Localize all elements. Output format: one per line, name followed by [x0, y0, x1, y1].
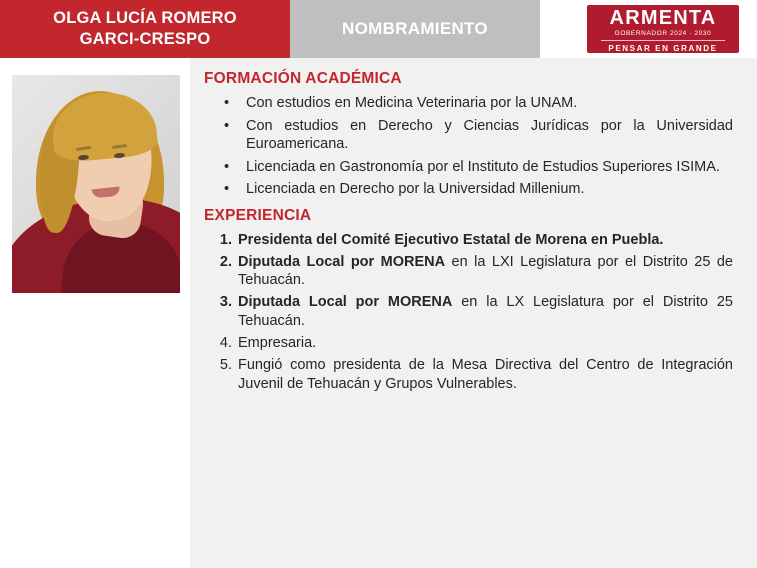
list-item [204, 180, 739, 199]
logo-slogan-text: PENSAR EN GRANDE [608, 43, 718, 53]
experience-section-title: EXPERIENCIA [204, 206, 312, 224]
person-name-block [0, 0, 290, 58]
list-item [204, 293, 739, 331]
list-item [204, 253, 739, 291]
list-item [204, 231, 739, 250]
experience-item-text: Fungió como presidenta de la Mesa Directiva del Centro de Integración Juvenil de Tehuacán y Grupos Vulnerables. [238, 356, 733, 392]
education-item-text: Con estudios en Derecho y Ciencias Jurídicas por la Universidad Euroamericana. [246, 117, 733, 153]
content-panel [190, 58, 757, 568]
logo-area [540, 0, 757, 58]
education-item-text: Licenciada en Derecho por la Universidad Millenium. [246, 181, 585, 198]
experience-item-text: en la LX Legislatura por el Distrito 25 Tehuacán. [238, 294, 733, 330]
education-item-text: Con estudios en Medicina Veterinaria por la UNAM. [246, 95, 578, 111]
experience-item-bold-text: Presidenta del Comité Ejecutivo Estatal de Morena en Puebla. [238, 231, 664, 248]
education-item-text: Licenciada en Gastronomía por el Instituto de Estudios Superiores ISIMA. [246, 158, 720, 175]
appointment-badge-label: NOMBRAMIENTO [342, 19, 488, 38]
photo-column [0, 58, 190, 568]
experience-item-number: 3. [219, 294, 232, 311]
list-item [204, 356, 739, 394]
bullet-icon: • [224, 117, 230, 134]
appointment-badge [290, 0, 540, 58]
armenta-logo [587, 5, 739, 53]
experience-item-number: 2. [219, 253, 232, 270]
bullet-icon: • [224, 95, 230, 111]
bullet-icon: • [224, 181, 230, 198]
person-name-line-1: OLGA LUCÍA ROMERO [53, 9, 237, 28]
portrait-photo [12, 75, 180, 293]
logo-divider [601, 40, 725, 41]
person-name-line-2: GARCI-CRESPO [79, 30, 211, 48]
experience-item-number: 1. [219, 231, 232, 248]
logo-brand-text: ARMENTA [609, 6, 717, 29]
experience-item-text: Empresaria. [238, 334, 317, 351]
header-bar [0, 0, 757, 58]
list-item [204, 158, 739, 177]
bullet-icon: • [224, 158, 230, 175]
logo-term-text: GOBERNADOR 2024 · 2030 [614, 29, 712, 37]
experience-item-bold-text: Diputada Local por MORENA [238, 294, 453, 311]
education-section-title: FORMACIÓN ACADÉMICA [204, 70, 402, 87]
body-area [0, 58, 757, 568]
experience-list [204, 231, 739, 394]
list-item [204, 334, 739, 353]
list-item [204, 117, 739, 154]
education-list [204, 94, 739, 199]
list-item [204, 94, 739, 113]
experience-item-number: 4. [219, 334, 232, 351]
experience-item-text: en la LXI Legislatura por el Distrito 25 de Tehuacán. [238, 253, 733, 289]
experience-item-bold-text: Diputada Local por MORENA [238, 253, 446, 270]
experience-item-number: 5. [219, 356, 232, 373]
